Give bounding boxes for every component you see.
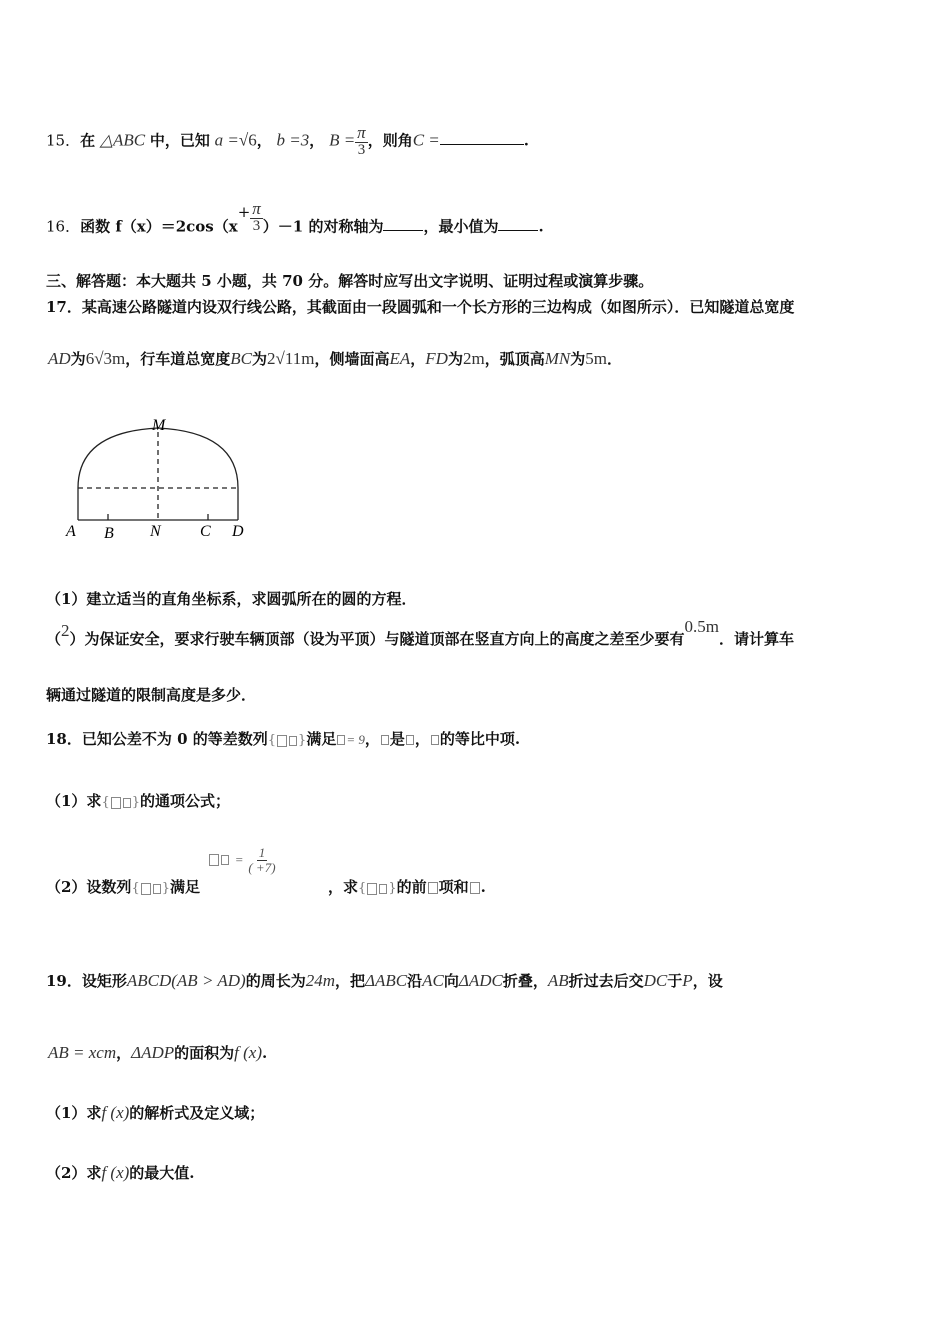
section-3-header: 三、解答题：本大题共 5 小题，共 70 分。解答时应写出文字说明、证明过程或演算步骤。 xyxy=(46,272,654,290)
a2-placeholder xyxy=(381,735,389,745)
question-17-intro: 17．某高速公路隧道内设双行线公路，其截面由一段圆弧和一个长方形的三边构成（如图所示）．已知隧道总宽度 xyxy=(46,298,795,316)
question-19-part-2: （2）求f (x)的最大值. xyxy=(46,1163,195,1182)
question-17-part-2-cont: 辆通过隧道的限制高度是多少． xyxy=(46,686,257,704)
label-n: N xyxy=(150,523,161,540)
label-c: C xyxy=(200,523,211,540)
question-19-part-1: （1）求f (x)的解析式及定义域； xyxy=(46,1103,265,1122)
sequence-bn-placeholder: { } xyxy=(358,881,397,896)
answer-blank[interactable] xyxy=(498,230,538,231)
a1-placeholder xyxy=(406,735,414,745)
question-15: 15．在 △ABC 中，已知 a =√6， b =3， B = $\frac{\pi}{3}$ ，则角C = . xyxy=(46,123,530,158)
fraction-pi-over-3: $\frac{\pi}{3}$ xyxy=(357,123,366,158)
fraction-pi-over-3: $\frac{\pi}{3}$ xyxy=(252,199,261,234)
question-17-part-2: （2）为保证安全，要求行驶车辆顶部（设为平顶）与隧道顶部在竖直方向上的高度之差至少要有0.5m．请计算车 xyxy=(46,617,795,648)
label-d: D xyxy=(232,523,244,540)
a7-placeholder xyxy=(431,735,439,745)
label-b: B xyxy=(104,525,114,542)
question-16: 16．函数 f（x）＝2cos（x+ $\frac{\pi}{3}$ ）－1 的对称轴为 ，最小值为 . xyxy=(46,199,544,236)
answer-blank[interactable] xyxy=(440,144,524,145)
answer-blank[interactable] xyxy=(383,230,423,231)
question-18-part-2: （2）设数列{ }满足 ，求{ }的前 项和 . xyxy=(46,878,486,896)
a3-placeholder xyxy=(337,735,345,745)
bn-formula: = $\frac{1}{( +7)}$ xyxy=(208,846,276,874)
question-19: 19．设矩形ABCD(AB > AD)的周长为24m，把ΔABC沿AC向ΔADC折叠，AB折过去后交DC于P，设 xyxy=(46,971,723,990)
question-17-part-1: （1）建立适当的直角坐标系，求圆弧所在的圆的方程． xyxy=(46,590,417,608)
sn-placeholder xyxy=(470,882,480,894)
label-m: M xyxy=(152,417,166,434)
triangle-abc: △ABC xyxy=(99,130,146,150)
tunnel-cross-section-figure xyxy=(60,412,260,552)
question-19-line-2: AB = xcm，ΔADP的面积为f (x). xyxy=(48,1043,268,1062)
sequence-bn-placeholder: { } xyxy=(131,881,171,896)
sequence-an-placeholder: { } xyxy=(101,795,140,810)
question-18: 18．已知公差不为 0 的等差数列{ }满足 = 9， 是 ， 的等比中项. xyxy=(46,730,521,748)
question-18-part-1: （1）求{ }的通项公式； xyxy=(46,792,231,810)
question-17-dimensions: AD为6√3m，行车道总宽度BC为2√11m，侧墙面高EA，FD为2m，弧顶高MN为5m． xyxy=(48,349,622,368)
n-placeholder xyxy=(428,882,438,894)
bn-fraction: $\frac{1}{( +7)}$ xyxy=(248,845,276,875)
sequence-an-placeholder: { } xyxy=(267,733,307,748)
label-a: A xyxy=(66,523,76,540)
